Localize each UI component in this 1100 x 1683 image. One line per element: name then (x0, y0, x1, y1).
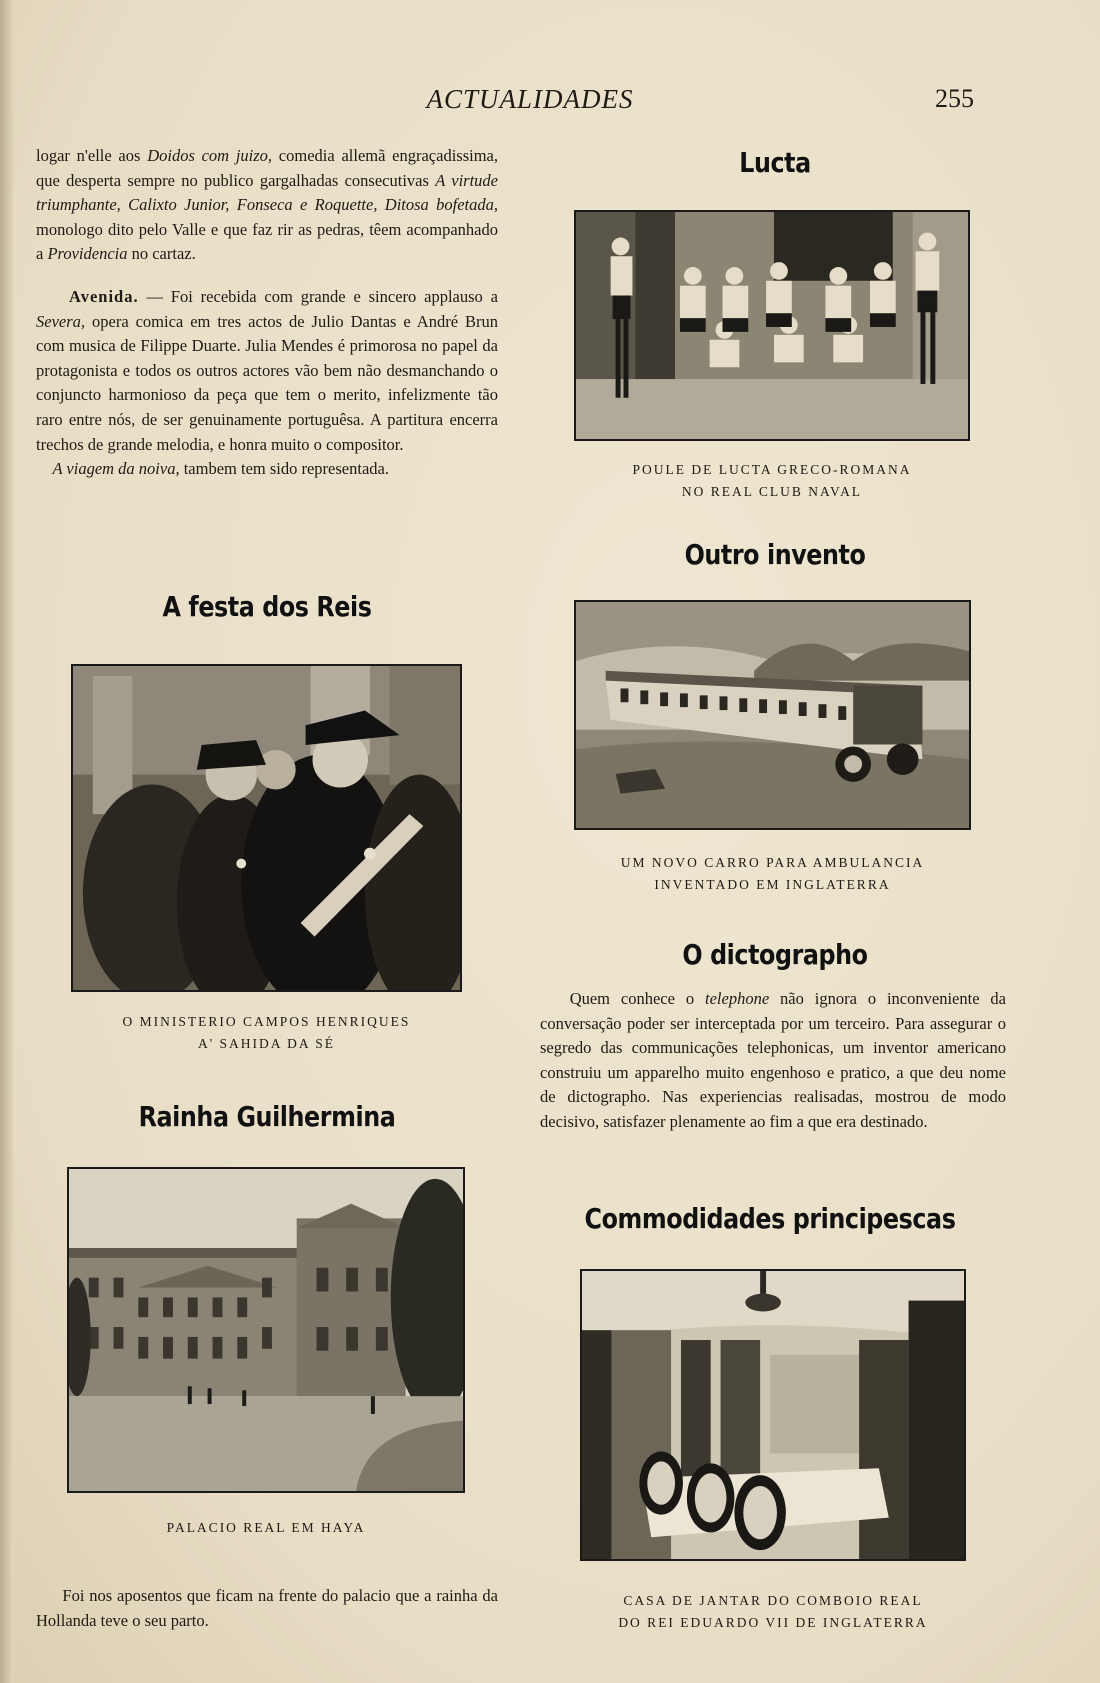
palacio-caption: PALACIO REAL EM HAYA (166, 1520, 366, 1535)
rainha-heading: Rainha Guilhermina (138, 1100, 396, 1133)
festa-heading: A festa dos Reis (162, 590, 372, 623)
festa-caption: O MINISTERIO CAMPOS HENRIQUES A' SAHIDA DA SÉ (122, 1014, 411, 1051)
ambulancia-caption: UM NOVO CARRO PARA AMBULANCIA INVENTADO EM INGLATERRA (620, 855, 925, 892)
lucta-photo (574, 210, 970, 441)
lucta-caption: POULE DE LUCTA GRECO-ROMANA NO REAL CLUB NAVAL (632, 462, 912, 499)
commodidades-heading: Commodidades principescas (584, 1202, 956, 1235)
dictographo-heading: O dictographo (682, 938, 868, 971)
casa-jantar-caption: CASA DE JANTAR DO COMBOIO REAL DO REI EDUARDO VII DE INGLATERRA (618, 1593, 928, 1630)
theatre-paragraph: logar n'elle aos Doidos com juizo, comedia allemã engraçadissima, que desperta sempre no publico gargalhadas consecutivas A virtude triumphante, Calixto Junior, Fonseca e Roquette, Ditosa bofetada, monologo dito pelo Valle e que faz rir as pedras, têem acompanhado a Providencia no cartaz. (36, 146, 499, 264)
palacio-photo (67, 1167, 465, 1493)
lucta-heading: Lucta (739, 146, 811, 179)
festa-photo (71, 664, 462, 992)
avenida-paragraph: Avenida. — Foi recebida com grande e sincero applauso a Severa, opera comica em tres actos de Julio Dantas e André Brun com musica de Filippe Duarte. Julia Mendes é primorosa no papel da protagonista e todos os outros actores vão bem não desmanchando o conjuncto harmonioso da peça que tem o merito, infelizmente tão raro entre nós, de ser genuinamente portuguêsa. A partitura encerra trechos de grande melodia, e honra muito o compositor. (36, 286, 498, 454)
viagem-paragraph: A viagem da noiva, tambem tem sido representada. (52, 459, 389, 479)
running-header: ACTUALIDADES (426, 84, 634, 114)
casa-jantar-photo (580, 1269, 966, 1561)
left-column (36, 144, 498, 482)
invento-heading: Outro invento (684, 538, 866, 571)
rainha-paragraph: Foi nos aposentos que ficam na frente do palacio que a rainha da Hollanda teve o seu parto. (36, 1586, 498, 1630)
page-gutter-shadow (0, 0, 14, 1683)
avenida-runin-label: Avenida. (69, 286, 139, 306)
dictographo-paragraph: Quem conhece o telephone não ignora o inconveniente da conversação poder ser interceptada por um terceiro. Para assegurar o segredo das communicações telephonicas, um inventor americano construiu um apparelho muito engenhoso e pratico, a que deu nome de dictographo. Nas experiencias realisadas, mostrou de modo decisivo, satisfazer plenamente ao fim a que era destinado. (540, 989, 1006, 1131)
ambulancia-photo (574, 600, 971, 830)
page-number: 255 (935, 84, 974, 113)
